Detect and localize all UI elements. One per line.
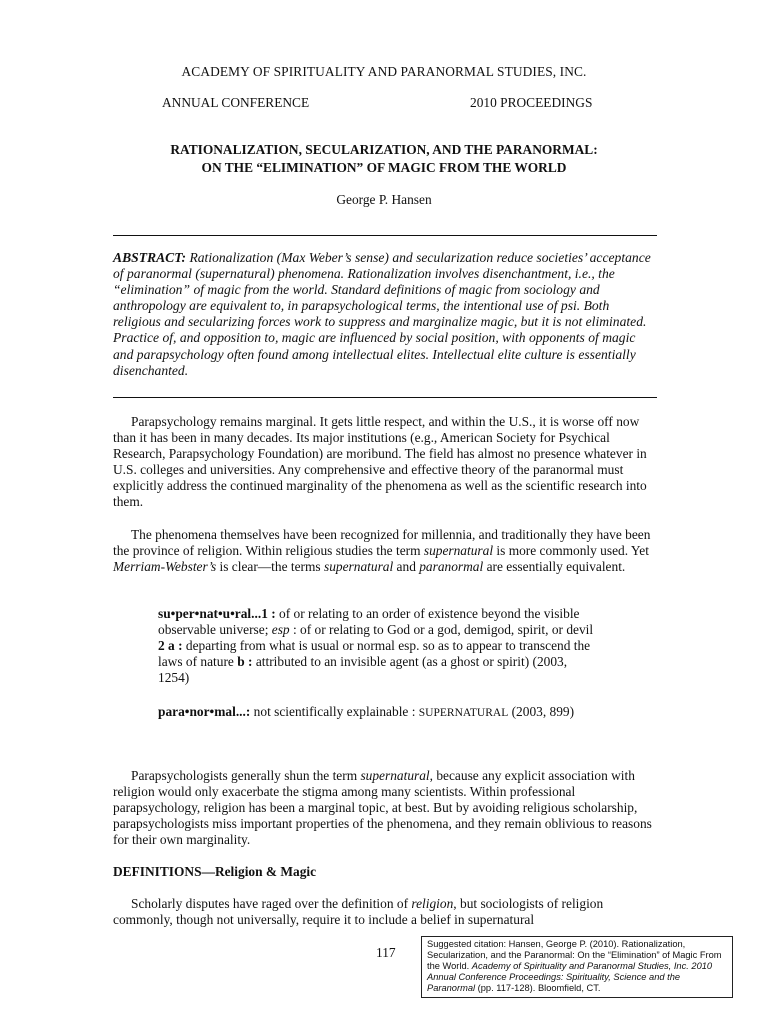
text-run: is clear—the terms <box>216 559 324 575</box>
body-paragraph-4 <box>113 896 658 928</box>
paper-title-line-2: ON THE “ELIMINATION” OF MAGIC FROM THE WORLD <box>201 160 567 175</box>
citation-box <box>421 936 733 998</box>
author-name: George P. Hansen <box>336 192 432 207</box>
abstract-text: Rationalization (Max Weber’s sense) and secularization reduce societies’ acceptance of paranormal (supernatural) phenomena. Rationalization involves disenchantment, i.e., the “elimination” of magic from the world. Standard definitions of magic from sociology and anthropology are equivalent to, in parapsychological terms, the intentional use of psi. Both religious and secularizing forces work to suppress and marginalize magic, but it is not eliminated. Practice of, and opposition to, magic are influenced by social position, with opponents of magic and parapsychology often found among intellectual elites. Intellectual elite culture is essentially disenchanted. <box>113 250 651 378</box>
text-run: (2003, 899) <box>508 704 575 719</box>
text-run: Parapsychologists generally shun the term <box>131 768 361 783</box>
text-run: The phenomena themselves have been recognized for millennia, and traditionally they have been the province of religion. Within religious studies the term <box>113 527 651 559</box>
text-run: not scientifically explainable : <box>250 704 419 719</box>
text-run: attributed to an invisible agent (as a ghost or spirit) (2003, 1254) <box>158 654 568 686</box>
italic-term: supernatural <box>324 559 394 575</box>
text-run: , because any explicit association with religion would only exacerbate the stigma among many scientists. Within professional parapsychology, religion has been a marginal topic, at best. But by avoiding religious scholarship, parapsychologists miss important properties of the phenomena, and they remain oblivious to reasons for their own marginality. <box>113 768 652 848</box>
text-run: are essentially equivalent. <box>483 559 626 575</box>
abstract-label: ABSTRACT: <box>113 250 187 265</box>
bottom-divider <box>113 397 657 398</box>
definition-supernatural <box>158 606 598 686</box>
organization-name: ACADEMY OF SPIRITUALITY AND PARANORMAL STUDIES, INC. <box>181 64 587 79</box>
definition-term: su•per•nat•u•ral...1 : <box>158 606 276 621</box>
body-paragraph-2 <box>113 527 658 575</box>
text-run: Scholarly disputes have raged over the definition of <box>131 896 412 911</box>
italic-term: Merriam-Webster’s <box>113 559 217 575</box>
text-run: departing from what is usual or normal esp. so as to appear to transcend the laws of nature <box>158 638 591 670</box>
proceedings-label: 2010 PROCEEDINGS <box>470 95 593 110</box>
small-caps-term: SUPERNATURAL <box>418 707 509 719</box>
citation-pages: (pp. 117-128). Bloomfield, CT. <box>475 982 601 993</box>
conference-label: ANNUAL CONFERENCE <box>162 95 310 110</box>
abstract-block <box>113 250 658 379</box>
text-run: and <box>393 559 420 575</box>
citation-source: Academy of Spirituality and Paranormal Studies, Inc. 2010 Annual Conference Proceedings: Spirituality, Science and the Paranormal <box>427 960 713 993</box>
italic-term: esp <box>271 622 290 638</box>
sense-marker: 2 a : <box>158 638 183 654</box>
page-number: 117 <box>376 945 396 960</box>
paper-title-line-1: RATIONALIZATION, SECULARIZATION, AND THE PARANORMAL: <box>170 142 598 157</box>
text-run: : of or relating to God or a god, demigod, spirit, or devil <box>289 622 594 638</box>
italic-term: supernatural <box>423 543 494 559</box>
italic-term: religion <box>411 896 454 911</box>
citation-text: Suggested citation: Hansen, George P. (2010). Rationalization, Secularization, and the Paranormal: On the “Elimination” of Magic From the World. <box>427 939 722 971</box>
text-run: of or relating to an order of existence beyond the visible observable universe; <box>158 606 580 638</box>
text-run: is more commonly used. Yet <box>493 543 649 559</box>
top-divider <box>113 235 657 236</box>
italic-term: paranormal <box>419 559 484 575</box>
text-run: , but sociologists of religion commonly, though not universally, require it to include a belief in supernatural <box>113 896 604 928</box>
italic-term: supernatural <box>360 768 430 783</box>
section-heading: DEFINITIONS—Religion & Magic <box>113 864 317 879</box>
definition-paranormal <box>158 704 598 721</box>
definition-term: para•nor•mal...: <box>158 704 251 719</box>
sense-marker: b : <box>237 654 253 670</box>
body-paragraph-1: Parapsychology remains marginal. It gets little respect, and within the U.S., it is worse off now than it has been in many decades. Its major institutions (e.g., American Society for Psychical Research, Parapsychology Foundation) are moribund. The field has almost no presence whatever in U.S. colleges and universities. Any comprehensive and effective theory of the paranormal must explicitly address the continued marginality of the phenomena as well as the scientific research into them. <box>113 414 647 510</box>
body-paragraph-3 <box>113 768 658 848</box>
